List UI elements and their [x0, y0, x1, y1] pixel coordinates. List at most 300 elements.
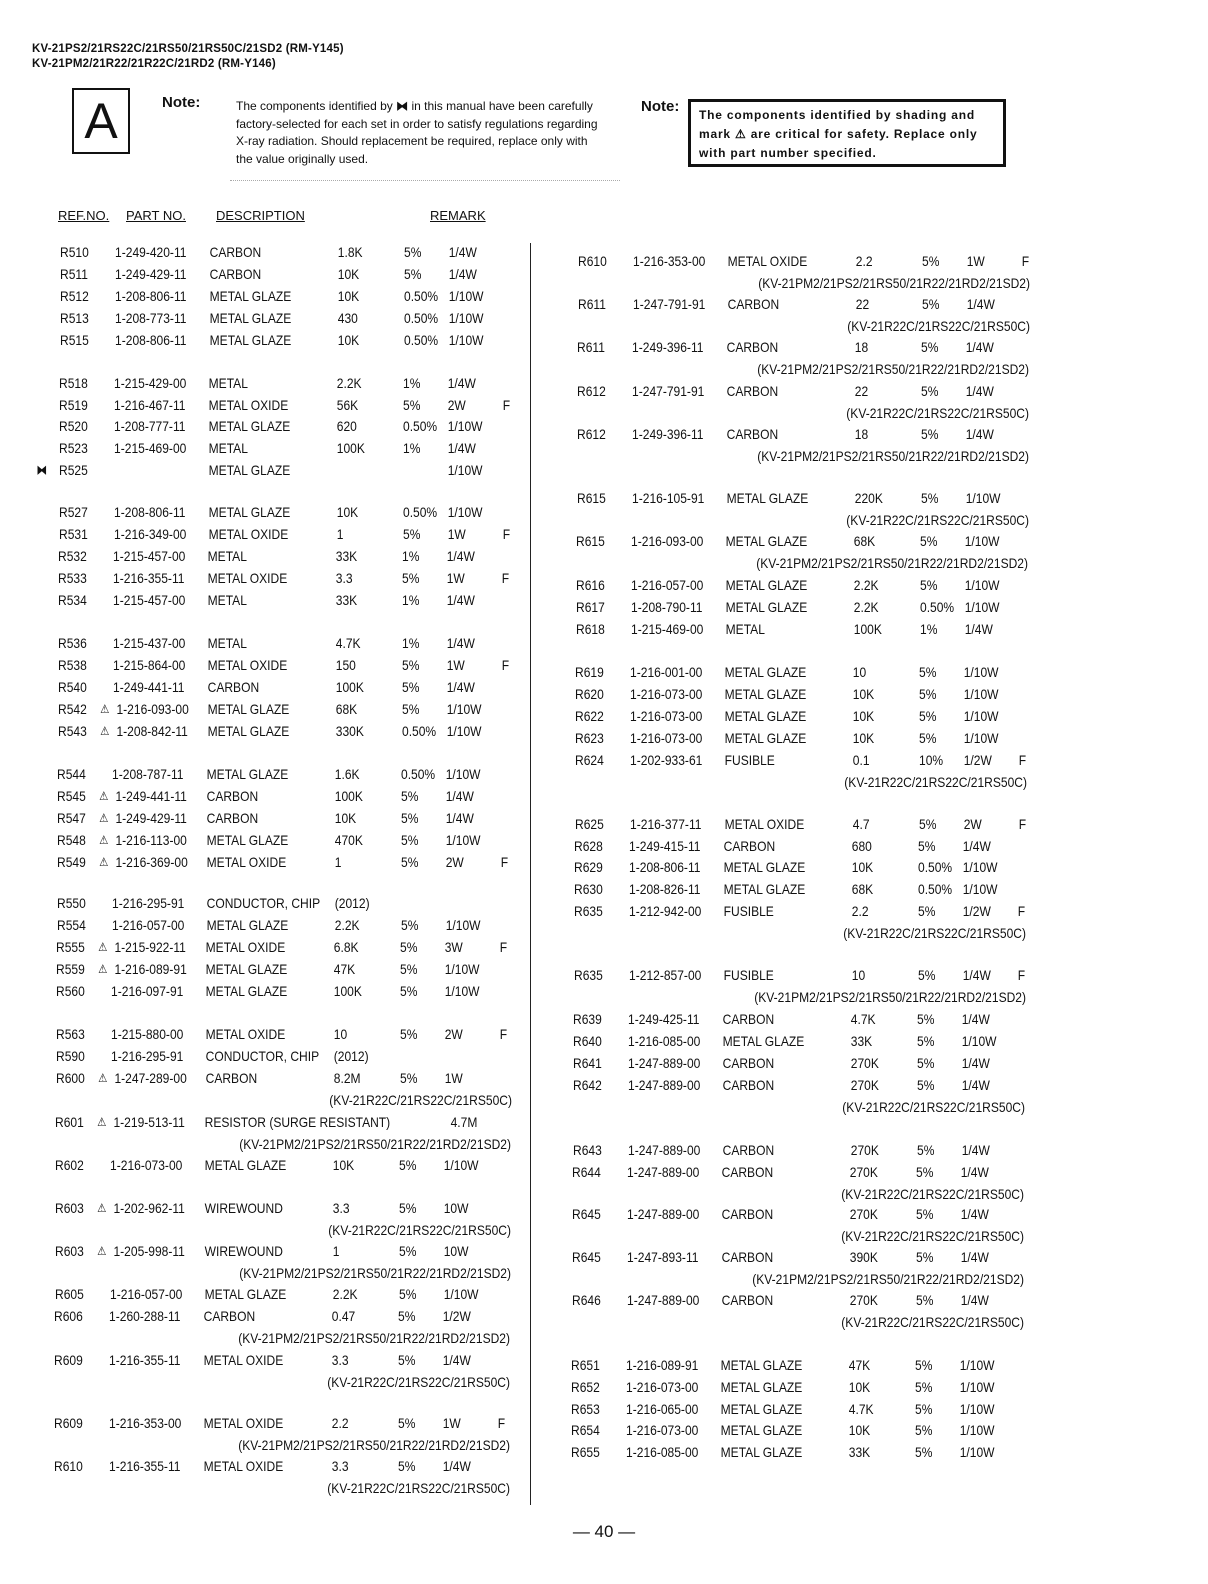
- cell-ref: R612: [576, 426, 606, 442]
- cell-ref: R555: [56, 939, 86, 955]
- model-applicability-note: (KV-21PM2/21PS2/21RS50/21R22/21RD2/21SD2): [757, 361, 1030, 377]
- cell-part: 1-247-889-00: [627, 1142, 700, 1158]
- cell-ref: R590: [55, 1048, 85, 1064]
- cell-desc: METAL GLAZE: [206, 917, 288, 933]
- model-applicability-note: (KV-21PM2/21PS2/21RS50/21R22/21RD2/21SD2): [758, 275, 1030, 291]
- cell-rating: 1/10W: [443, 1286, 479, 1302]
- safety-mark-icon: ⚠: [98, 855, 109, 869]
- model-applicability-note: (KV-21R22C/21RS22C/21RS50C): [843, 925, 1027, 941]
- cell-tol: 5%: [918, 816, 936, 832]
- cell-tol: 5%: [403, 397, 421, 413]
- cell-tol: 0.50%: [402, 504, 437, 520]
- cell-tol: 5%: [917, 1011, 935, 1027]
- cell-part: 1-216-377-11: [629, 816, 702, 832]
- cell-f: F: [500, 939, 508, 955]
- cell-val: 10K: [336, 504, 358, 520]
- cell-val: 270K: [850, 1055, 880, 1071]
- cell-tol: 5%: [918, 903, 936, 919]
- cell-val: 2.2: [331, 1415, 349, 1431]
- safety-mark-icon: ⚠: [98, 940, 108, 954]
- cell-rating: 1/4W: [961, 1142, 990, 1158]
- cell-rating: 1W: [966, 253, 985, 269]
- cell-tol: 5%: [401, 810, 419, 826]
- model-applicability-note: (KV-21R22C/21RS22C/21RS50C): [326, 1480, 510, 1496]
- cell-tol: 5%: [920, 577, 938, 593]
- cell-ref: R630: [574, 881, 603, 897]
- cell-f: F: [502, 570, 510, 586]
- cell-part: 1-216-057-00: [109, 1286, 182, 1302]
- cell-tol: 5%: [921, 253, 940, 269]
- cell-val: 2.2K: [853, 577, 879, 593]
- cell-val: 620: [336, 418, 357, 434]
- cell-tol: 0.50%: [403, 288, 438, 304]
- cell-tol: 5%: [915, 1292, 934, 1308]
- cell-desc: METAL: [208, 375, 249, 391]
- cell-rating: 1/4W: [963, 838, 992, 854]
- cell-ref: R617: [575, 599, 605, 615]
- cell-ref: R548: [56, 832, 86, 848]
- cell-ref: R603: [55, 1200, 84, 1216]
- cell-part: 1-216-353-00: [632, 253, 706, 269]
- cell-ref: R612: [577, 383, 606, 399]
- cell-part: 1-216-093-00: [631, 533, 704, 549]
- cell-desc: CARBON: [721, 1292, 773, 1308]
- cell-desc: CARBON: [727, 296, 779, 312]
- cell-val: 150: [335, 657, 356, 673]
- cell-tol: 5%: [401, 788, 419, 804]
- cell-ref: R625: [574, 816, 604, 832]
- cell-rating: 2W: [447, 397, 466, 413]
- cell-desc: METAL OXIDE: [206, 854, 287, 870]
- cell-ref: R605: [54, 1286, 84, 1302]
- xray-note-label: Note:: [162, 94, 201, 111]
- cell-val: 10K: [853, 686, 875, 702]
- cell-ref: R635: [574, 903, 603, 919]
- cell-part: 1-215-437-00: [112, 635, 186, 651]
- cell-desc: METAL GLAZE: [725, 664, 807, 680]
- safety-mark-icon: ⚠: [99, 811, 109, 825]
- cell-part: 1-208-806-11: [114, 332, 186, 348]
- cell-part: 1-249-420-11: [115, 244, 187, 260]
- cell-rating: 1/10W: [964, 577, 1000, 593]
- cell-val: 270K: [850, 1077, 879, 1093]
- cell-tol: 0.50%: [918, 881, 953, 897]
- cell-rating: 1/4W: [961, 1164, 990, 1180]
- cell-tol: 0.50%: [919, 599, 955, 615]
- cell-tol: 1%: [919, 621, 938, 637]
- cell-tol: 5%: [918, 838, 936, 854]
- cell-val: 56K: [336, 397, 359, 413]
- cell-part: 1-202-962-11: [113, 1200, 185, 1216]
- cell-rating: 1/4W: [966, 296, 995, 312]
- cell-part: 1-208-773-11: [114, 310, 187, 326]
- cell-ref: R615: [576, 490, 606, 506]
- cell-tol: 5%: [399, 1200, 417, 1216]
- cell-rating: 1/4W: [446, 635, 475, 651]
- cell-val: 2.2: [851, 903, 869, 919]
- cell-part: 1-249-441-11: [112, 679, 185, 695]
- cell-tol: 5%: [398, 1308, 416, 1324]
- cell-part: 1-216-355-11: [109, 1352, 181, 1368]
- cell-desc: FUSIBLE: [723, 967, 774, 983]
- cell-desc: METAL GLAZE: [206, 832, 289, 848]
- cell-part: 1-216-085-00: [625, 1444, 699, 1460]
- cell-desc: METAL GLAZE: [725, 533, 808, 549]
- cell-part: 1-216-353-00: [108, 1415, 182, 1431]
- cell-tol: 5%: [400, 854, 419, 870]
- cell-val: 10: [333, 1026, 348, 1042]
- cell-desc: METAL OXIDE: [207, 657, 288, 673]
- cell-part: 1-216-073-00: [630, 708, 703, 724]
- cell-ref: R532: [58, 548, 88, 564]
- cell-ref: R545: [57, 788, 86, 804]
- cell-tol: 5%: [400, 939, 418, 955]
- cell-part: 1-208-806-11: [629, 859, 701, 875]
- cell-ref: R639: [573, 1011, 603, 1027]
- cell-rating: 1/4W: [960, 1249, 989, 1265]
- cell-ref: R652: [571, 1379, 600, 1395]
- cell-val: 6.8K: [334, 939, 359, 955]
- cell-part: 1-215-429-00: [114, 375, 187, 391]
- cell-part: 1-215-469-00: [114, 440, 187, 456]
- cell-tol: 1%: [401, 635, 420, 651]
- cell-val: 10: [853, 664, 867, 680]
- cell-part: 1-215-922-11: [114, 939, 187, 955]
- cell-val: 2.2K: [334, 917, 360, 933]
- cell-ref: R600: [55, 1070, 85, 1086]
- cell-ref: R615: [576, 533, 606, 549]
- safety-mark-icon: ⚠: [97, 1115, 107, 1129]
- cell-tol: 5%: [398, 1243, 417, 1259]
- cell-val: 68K: [854, 533, 876, 549]
- cell-val: 10K: [337, 332, 359, 348]
- cell-val: 1.8K: [337, 244, 363, 260]
- cell-rating: 1/4W: [965, 426, 994, 442]
- cell-part: 1-247-289-00: [114, 1070, 187, 1086]
- cell-desc: METAL: [725, 621, 765, 637]
- cell-val: 100K: [336, 440, 365, 456]
- cell-rating: 1/10W: [964, 664, 999, 680]
- cell-part: 1-247-889-00: [628, 1055, 701, 1071]
- cell-rating: 3W: [445, 939, 464, 955]
- model-applicability-note: (KV-21PM2/21PS2/21RS50/21R22/21RD2/21SD2): [757, 448, 1029, 464]
- cell-part: 1-212-857-00: [628, 967, 701, 983]
- cell-ref: R543: [57, 723, 87, 739]
- cell-rating: 1/10W: [959, 1422, 995, 1438]
- cell-part: 1-260-288-11: [109, 1308, 181, 1324]
- cell-ref: R651: [571, 1357, 601, 1373]
- cell-tol: 5%: [398, 1286, 416, 1302]
- cell-desc: CONDUCTOR, CHIP: [205, 1048, 319, 1064]
- cell-desc: CARBON: [724, 838, 776, 854]
- cell-rating: 1/4W: [442, 1352, 472, 1368]
- cell-part: 1-216-089-91: [114, 961, 188, 977]
- cell-ref: R645: [572, 1206, 602, 1222]
- cell-part: 1-247-889-00: [627, 1164, 700, 1180]
- cell-val: 100K: [333, 983, 363, 999]
- cell-rating: 2W: [963, 816, 982, 832]
- cell-desc: CONDUCTOR, CHIP: [206, 895, 320, 911]
- cell-rating: 1/4W: [965, 383, 994, 399]
- cell-f: F: [501, 657, 509, 673]
- cell-ref: R523: [58, 440, 88, 456]
- cell-val: 4.7K: [335, 635, 361, 651]
- cell-desc: METAL GLAZE: [205, 983, 288, 999]
- cell-tol: 10%: [918, 752, 944, 768]
- cell-part: 1-208-826-11: [629, 881, 701, 897]
- cell-rating: 1/10W: [963, 859, 998, 875]
- cell-part: 1-208-787-11: [112, 766, 184, 782]
- cell-desc: WIREWOUND: [204, 1200, 283, 1216]
- cell-rating: 1/10W: [959, 1444, 995, 1460]
- xray-note-text: The components identified by ⧓ in this manual have been carefully factory-selected for each set in order to satisfy regulations regarding X-ray radiation. Should replacement be required, replace only with the value originally used.: [236, 99, 598, 166]
- safety-mark-icon: ⚠: [99, 833, 109, 847]
- cell-part: 1-208-842-11: [115, 723, 188, 739]
- cell-rating: 1/4W: [445, 788, 474, 804]
- cell-rating: 1W: [442, 1415, 461, 1431]
- cell-val: 4.7: [852, 816, 870, 832]
- cell-rating: 10W: [443, 1200, 469, 1216]
- cell-ref: R510: [60, 244, 89, 260]
- cell-ref: R628: [574, 838, 604, 854]
- cell-ref: R549: [56, 854, 86, 870]
- cell-ref: R640: [573, 1033, 603, 1049]
- cell-part: 1-216-355-11: [113, 570, 185, 586]
- model-applicability-note: (KV-21R22C/21RS22C/21RS50C): [841, 1186, 1025, 1202]
- col-header-ref: REF.NO.: [58, 208, 110, 223]
- cell-desc: CARBON: [722, 1055, 775, 1071]
- cell-rating: 2W: [444, 1026, 463, 1042]
- cell-ref: R515: [59, 332, 89, 348]
- cell-tol: 5%: [914, 1444, 933, 1460]
- cell-ref: R547: [57, 810, 86, 826]
- cell-part: 1-215-457-00: [113, 548, 186, 564]
- cell-ref: R646: [571, 1292, 601, 1308]
- cell-val: 1: [332, 1243, 340, 1259]
- cell-ref: R641: [573, 1055, 602, 1071]
- cell-part: 1-216-001-00: [630, 664, 703, 680]
- cell-part: 1-249-396-11: [631, 426, 704, 442]
- cell-part: 1-216-113-00: [115, 832, 187, 848]
- cell-tol: 5%: [915, 1249, 934, 1265]
- cell-tol: 5%: [400, 832, 419, 848]
- cell-tol: 0.50%: [918, 859, 953, 875]
- cell-ref: R536: [57, 635, 87, 651]
- cell-rating: 1/10W: [964, 533, 1000, 549]
- cell-ref: R643: [572, 1142, 602, 1158]
- cell-part: 1-216-073-00: [626, 1379, 699, 1395]
- cell-ref: R644: [572, 1164, 602, 1180]
- cell-f: F: [499, 1026, 508, 1042]
- cell-rating: 1/10W: [446, 723, 482, 739]
- cell-tol: 0.50%: [401, 766, 436, 782]
- cell-rating: 1/10W: [445, 832, 481, 848]
- cell-part: 1-216-349-00: [113, 526, 186, 542]
- cell-ref: R653: [571, 1401, 600, 1417]
- cell-val: 2.2K: [853, 599, 879, 615]
- model-applicability-note: (KV-21PM2/21PS2/21RS50/21R22/21RD2/21SD2): [239, 1136, 512, 1152]
- cell-tol: 5%: [917, 1033, 935, 1049]
- cell-desc: METAL OXIDE: [727, 253, 808, 269]
- cell-rating: 1/4W: [442, 1458, 471, 1474]
- cell-ref: R554: [56, 917, 86, 933]
- cell-val: 390K: [849, 1249, 878, 1265]
- cell-val: 270K: [850, 1142, 879, 1158]
- cell-val: 10K: [334, 810, 357, 826]
- cell-tol: 0.50%: [401, 723, 436, 739]
- cell-tol: 5%: [400, 983, 418, 999]
- cell-ref: R534: [58, 592, 87, 608]
- cell-ref: R609: [53, 1415, 83, 1431]
- cell-val: 10K: [848, 1422, 871, 1438]
- cell-rating: 1/4W: [446, 679, 475, 695]
- cell-part: 1-247-893-11: [627, 1249, 699, 1265]
- cell-ref: R611: [577, 339, 606, 355]
- cell-tol: 1%: [402, 440, 421, 456]
- safety-note-label: Note:: [641, 98, 680, 115]
- cell-tol: 5%: [402, 526, 420, 542]
- cell-desc: METAL GLAZE: [208, 504, 290, 520]
- cell-f: F: [1018, 816, 1026, 832]
- cell-val: 10K: [852, 859, 874, 875]
- model-applicability-note: (KV-21PM2/21PS2/21RS50/21R22/21RD2/21SD2): [238, 1437, 510, 1453]
- cell-val: 10: [851, 967, 865, 983]
- cell-part: 1-216-295-91: [111, 895, 184, 911]
- cell-rating: 1/10W: [962, 881, 998, 897]
- cell-val: 3.3: [332, 1200, 350, 1216]
- cell-rating: 1/2W: [963, 752, 992, 768]
- cell-tol: 5%: [398, 1352, 416, 1368]
- cell-val: 0.47: [332, 1308, 356, 1324]
- safety-mark-icon: ⚠: [99, 789, 109, 803]
- cell-desc: METAL GLAZE: [725, 577, 808, 593]
- cell-desc: METAL GLAZE: [206, 766, 289, 782]
- cell-tol: 5%: [397, 1415, 416, 1431]
- cell-desc: METAL GLAZE: [720, 1401, 803, 1417]
- page-number: — 40 —: [572, 1522, 636, 1541]
- cell-val: 18: [855, 339, 869, 355]
- model-applicability-note: (KV-21R22C/21RS22C/21RS50C): [844, 774, 1027, 790]
- cell-tol: 0.50%: [403, 310, 438, 326]
- cell-tol: 1%: [402, 548, 420, 564]
- cell-ref: R618: [575, 621, 605, 637]
- model-applicability-note: (KV-21R22C/21RS22C/21RS50C): [842, 1099, 1025, 1115]
- cell-rating: 1/4W: [962, 967, 991, 983]
- model-applicability-note: (KV-21R22C/21RS22C/21RS50C): [846, 405, 1030, 421]
- cell-tol: 5%: [399, 1157, 417, 1173]
- model-applicability-note: (KV-21PM2/21PS2/21RS50/21R22/21RD2/21SD2): [753, 989, 1026, 1005]
- cell-rating: 1/4W: [961, 1077, 990, 1093]
- cell-ref: R550: [56, 895, 86, 911]
- cell-desc: METAL OXIDE: [206, 939, 286, 955]
- cell-part: 1-208-806-11: [113, 504, 186, 520]
- cell-ref: R610: [53, 1458, 83, 1474]
- cell-tol: 5%: [919, 730, 937, 746]
- cell-desc: METAL GLAZE: [724, 686, 807, 702]
- cell-tol: 5%: [919, 686, 937, 702]
- cell-val: 430: [337, 310, 358, 326]
- cell-rating: 1/4W: [961, 1055, 990, 1071]
- cell-val: 4.7K: [851, 1011, 876, 1027]
- cell-part: 1-249-429-11: [114, 266, 187, 282]
- cell-val: 3.3: [336, 570, 353, 586]
- cell-ref: R525: [58, 462, 88, 478]
- cell-desc: METAL GLAZE: [205, 961, 288, 977]
- cell-rating: 1/4W: [447, 440, 476, 456]
- cell-rating: 1/4W: [448, 375, 477, 391]
- cell-f: F: [502, 526, 510, 542]
- safety-note-box: The components identified by shading and mark ⚠ are critical for safety. Replace only with part number specified.: [688, 99, 1006, 167]
- cell-ref: R520: [59, 418, 88, 434]
- cell-ref: R619: [575, 664, 605, 680]
- model-applicability-note: (KV-21R22C/21RS22C/21RS50C): [328, 1222, 512, 1238]
- cell-desc: METAL GLAZE: [723, 859, 806, 875]
- cell-rating: 1/10W: [960, 1357, 995, 1373]
- cell-tol: 0.50%: [403, 418, 438, 434]
- cell-val: 47K: [334, 961, 356, 977]
- cell-val: 68K: [851, 881, 874, 897]
- cell-tol: 5%: [401, 701, 420, 717]
- cell-tol: 5%: [399, 1070, 418, 1086]
- cell-part: 1-202-933-61: [629, 752, 703, 768]
- cell-ref: R511: [59, 266, 88, 282]
- cell-ref: R606: [54, 1308, 84, 1324]
- cell-rating: 1/10W: [445, 917, 481, 933]
- header-line-2: KV-21PM2/21R22/21R22C/21RD2 (RM-Y146): [32, 58, 276, 70]
- cell-part: 1-216-355-11: [108, 1458, 181, 1474]
- cell-tol: 5%: [397, 1458, 416, 1474]
- cell-val: 33K: [335, 592, 358, 608]
- cell-part: 1-215-880-00: [110, 1026, 184, 1042]
- cell-val: 100K: [853, 621, 882, 637]
- cell-f: F: [1017, 903, 1026, 919]
- cell-desc: METAL GLAZE: [720, 1422, 803, 1438]
- cell-desc: METAL GLAZE: [207, 701, 289, 717]
- cell-ref: R527: [58, 504, 88, 520]
- cell-tol: 1%: [402, 592, 420, 608]
- col-header-remark: REMARK: [430, 208, 486, 223]
- safety-mark-icon: ⚠: [97, 1071, 108, 1085]
- cell-tol: 5%: [919, 664, 937, 680]
- cell-val: 1: [336, 526, 344, 542]
- cell-desc: CARBON: [209, 266, 262, 282]
- cell-desc: METAL GLAZE: [724, 730, 807, 746]
- cell-rating: 1/2W: [962, 903, 991, 919]
- cell-ref: R512: [59, 288, 89, 304]
- cell-desc: METAL GLAZE: [722, 1033, 805, 1049]
- cell-tol: 5%: [921, 383, 939, 399]
- cell-ref: R622: [575, 708, 604, 724]
- header-line-1: KV-21PS2/21RS22C/21RS50/21RS50C/21SD2 (RM-Y145): [32, 43, 344, 55]
- cell-val: 22: [855, 296, 869, 312]
- cell-val: 100K: [335, 679, 364, 695]
- cell-desc: CARBON: [722, 1142, 774, 1158]
- cell-val: 47K: [849, 1357, 871, 1373]
- cell-ref: R601: [55, 1114, 85, 1130]
- cell-desc: CARBON: [206, 810, 259, 826]
- col-header-part: PART NO.: [126, 208, 186, 223]
- cell-part: 1-216-097-91: [111, 983, 184, 999]
- model-applicability-note: (KV-21PM2/21PS2/21RS50/21R22/21RD2/21SD2): [752, 1271, 1024, 1287]
- cell-rating: 1/10W: [963, 708, 999, 724]
- cell-val: 68K: [335, 701, 357, 717]
- cell-val: 270K: [850, 1164, 879, 1180]
- cell-val: 220K: [854, 490, 883, 506]
- cell-rating: 1/10W: [447, 462, 483, 478]
- cell-rating: 1W: [444, 1070, 463, 1086]
- cell-rating: 1/10W: [448, 332, 484, 348]
- cell-tol: 0.50%: [403, 332, 438, 348]
